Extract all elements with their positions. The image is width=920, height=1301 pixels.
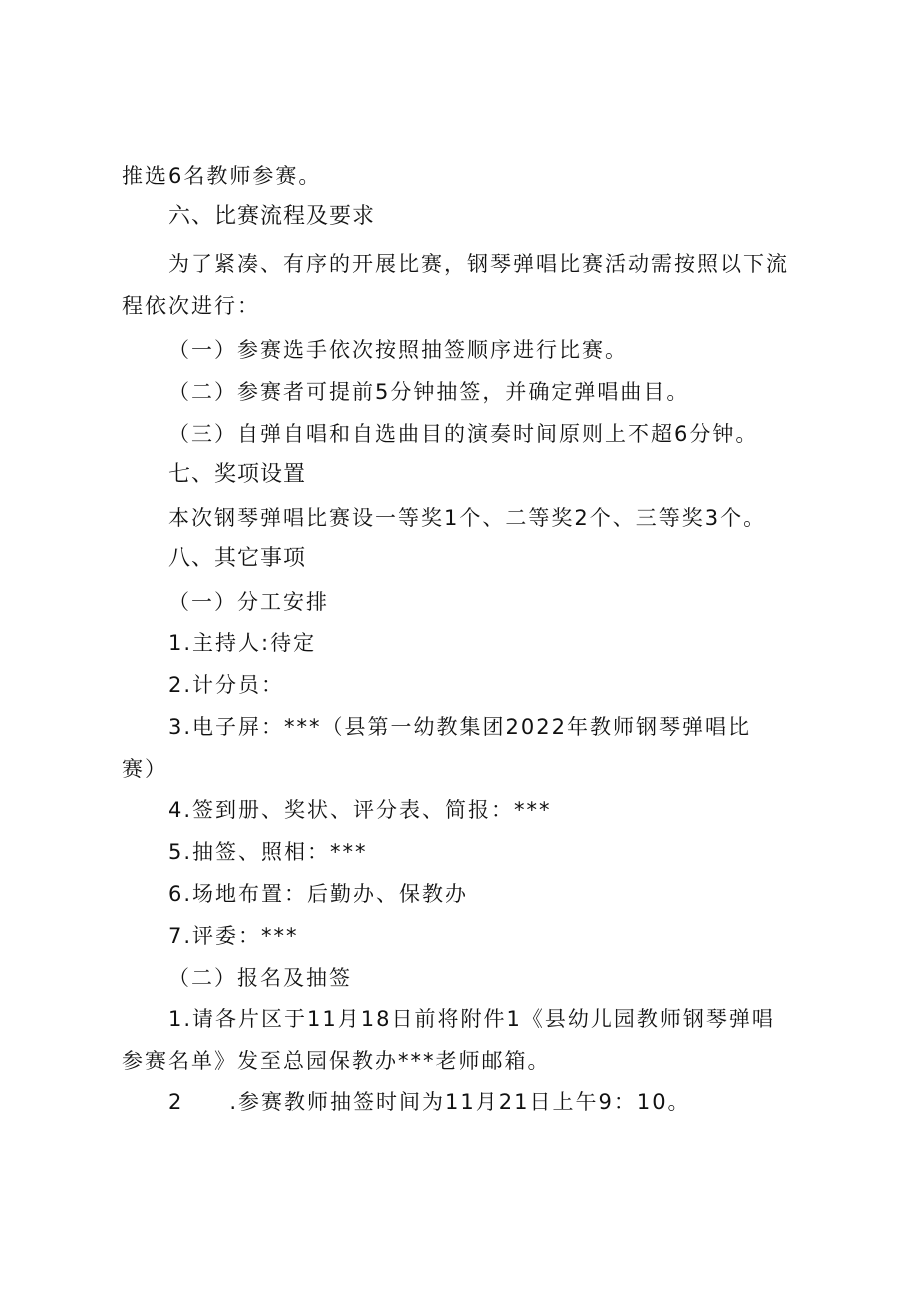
list-item: 6.场地布置：后勤办、保教办: [168, 882, 469, 906]
list-item: 2.计分员：: [168, 673, 285, 697]
paragraph-line: 为了紧凑、有序的开展比赛，钢琴弹唱比赛活动需按照以下流: [168, 252, 789, 276]
section-heading-eight: 八、其它事项: [168, 546, 307, 571]
list-item: 1.主持人:待定: [168, 631, 317, 655]
list-item: 3.电子屏：***（县第一幼教集团2022年教师钢琴弹唱比: [168, 715, 751, 739]
paragraph-line: 程依次进行：: [122, 294, 260, 318]
list-item-continuation: 参赛名单》发至总园保教办***老师邮箱。: [122, 1049, 551, 1073]
list-item: （一）参赛选手依次按照抽签顺序进行比赛。: [168, 338, 628, 362]
list-item: （二）参赛者可提前5分钟抽签，并确定弹唱曲目。: [168, 380, 690, 404]
list-item-continuation: 赛）: [122, 757, 168, 781]
list-item: 1.请各片区于11月18日前将附件1《县幼儿园教师钢琴弹唱: [168, 1007, 775, 1031]
list-item: 5.抽签、照相：***: [168, 840, 368, 864]
section-heading-seven: 七、奖项设置: [168, 462, 307, 487]
list-item: 2 .参赛教师抽签时间为11月21日上午9：10。: [168, 1090, 691, 1114]
sub-heading: （二）报名及抽签: [168, 966, 352, 990]
paragraph-line: 推选6名教师参赛。: [122, 164, 322, 188]
list-item: 4.签到册、奖状、评分表、简报：***: [168, 798, 552, 822]
list-item: 7.评委：***: [168, 924, 299, 948]
section-heading-six: 六、比赛流程及要求: [168, 204, 376, 229]
sub-heading: （一）分工安排: [168, 590, 329, 614]
list-item: （三）自弹自唱和自选曲目的演奏时间原则上不超6分钟。: [168, 422, 759, 446]
paragraph-line: 本次钢琴弹唱比赛设一等奖1个、二等奖2个、三等奖3个。: [168, 506, 767, 530]
